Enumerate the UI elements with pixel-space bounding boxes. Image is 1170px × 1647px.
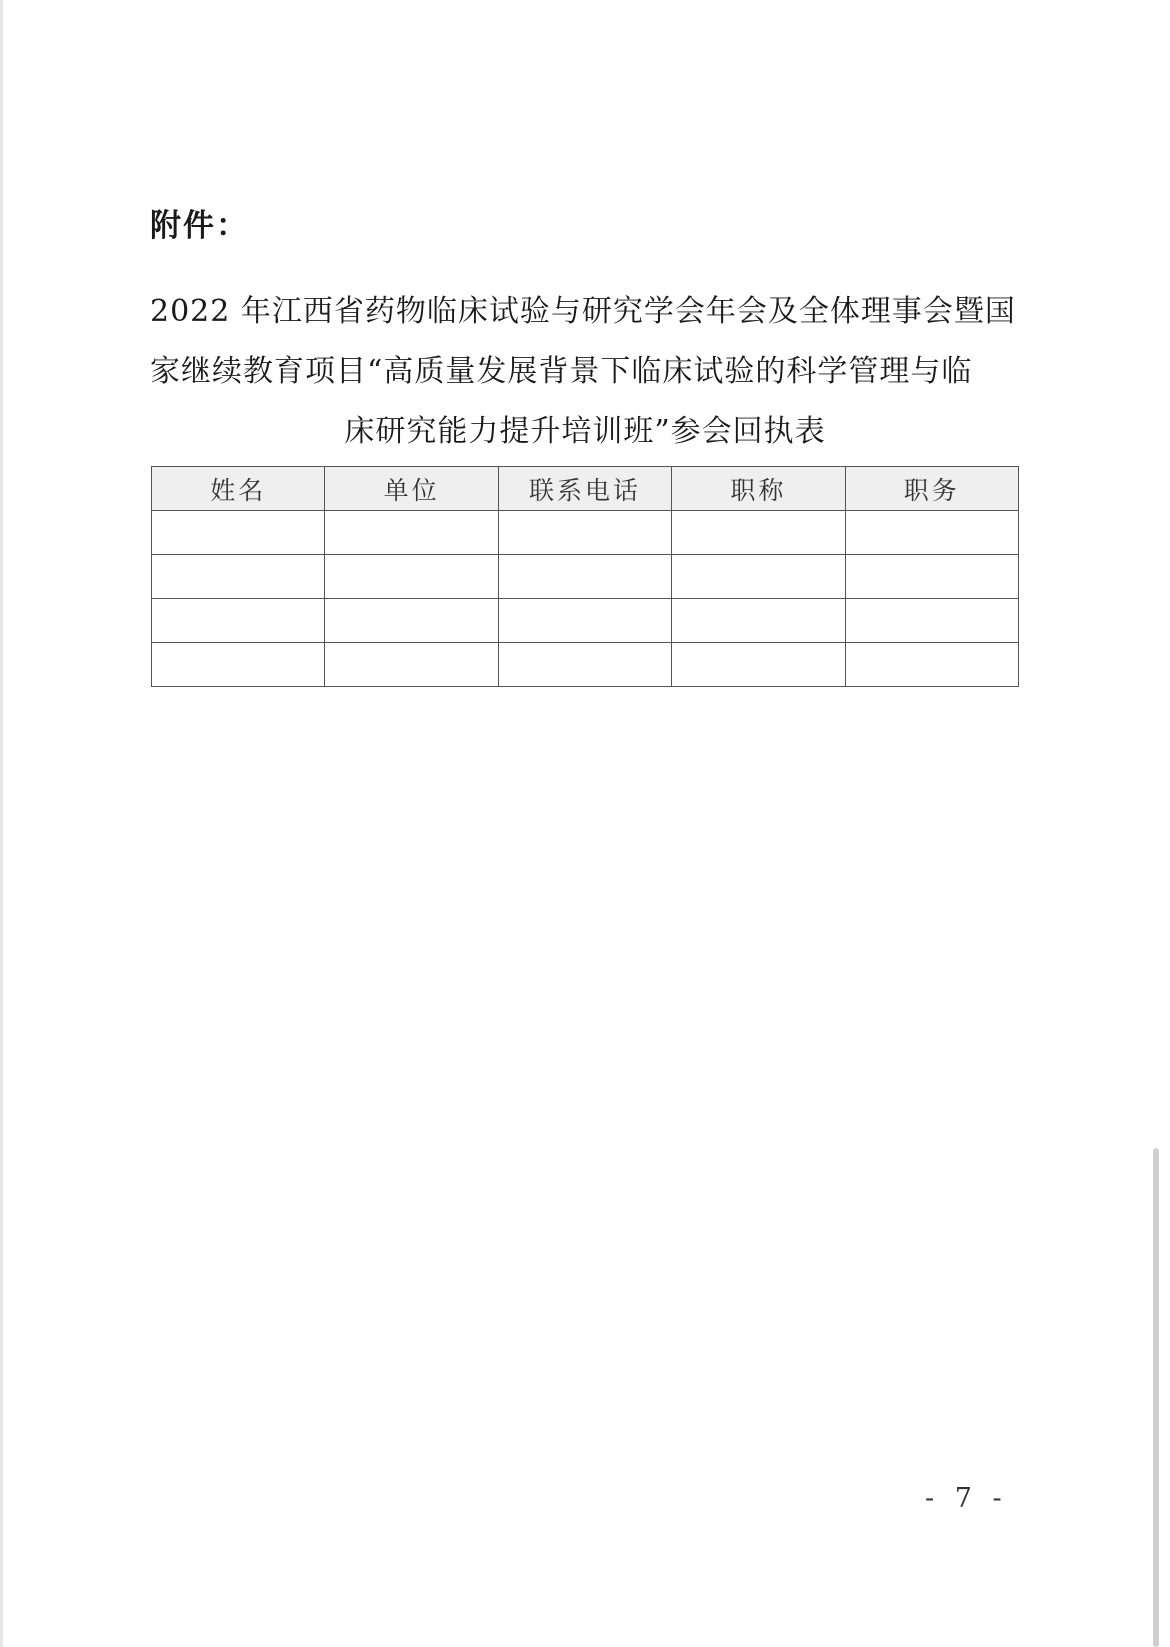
table-cell — [152, 643, 325, 687]
registration-form-table — [151, 466, 1019, 687]
table-cell — [845, 511, 1018, 555]
table-cell — [672, 511, 845, 555]
title-line: 2022 年江西省药物临床试验与研究学会年会及全体理事会暨国 — [150, 294, 1016, 329]
table-header-row — [152, 467, 1019, 511]
title-line: 床研究能力提升培训班”参会回执表 — [344, 414, 826, 449]
table-cell — [152, 555, 325, 599]
table-cell — [325, 599, 498, 643]
page-number: - 7 - — [925, 1483, 1008, 1514]
table-cell — [672, 599, 845, 643]
header-phone: 联系电话 — [498, 467, 671, 511]
table-cell — [152, 599, 325, 643]
header-organization: 单位 — [325, 467, 498, 511]
table-cell — [672, 555, 845, 599]
header-name: 姓名 — [152, 467, 325, 511]
table-cell — [325, 643, 498, 687]
header-professional-title: 职称 — [672, 467, 845, 511]
table-cell — [152, 511, 325, 555]
header-position: 职务 — [845, 467, 1018, 511]
page-edge — [0, 0, 3, 1647]
table-cell — [325, 511, 498, 555]
table-cell — [845, 599, 1018, 643]
attachment-label: 附件： — [150, 208, 249, 244]
table-row — [152, 555, 1019, 599]
title-line: 家继续教育项目“高质量发展背景下临床试验的科学管理与临 — [150, 354, 973, 389]
table-cell — [672, 643, 845, 687]
scrollbar[interactable] — [1153, 1148, 1159, 1647]
table-cell — [845, 555, 1018, 599]
table-cell — [498, 511, 671, 555]
table-cell — [325, 555, 498, 599]
table-cell — [498, 643, 671, 687]
table-cell — [498, 555, 671, 599]
table-cell — [498, 599, 671, 643]
table-row — [152, 599, 1019, 643]
document-title — [150, 282, 1020, 462]
table-row — [152, 643, 1019, 687]
table-row — [152, 511, 1019, 555]
table-cell — [845, 643, 1018, 687]
